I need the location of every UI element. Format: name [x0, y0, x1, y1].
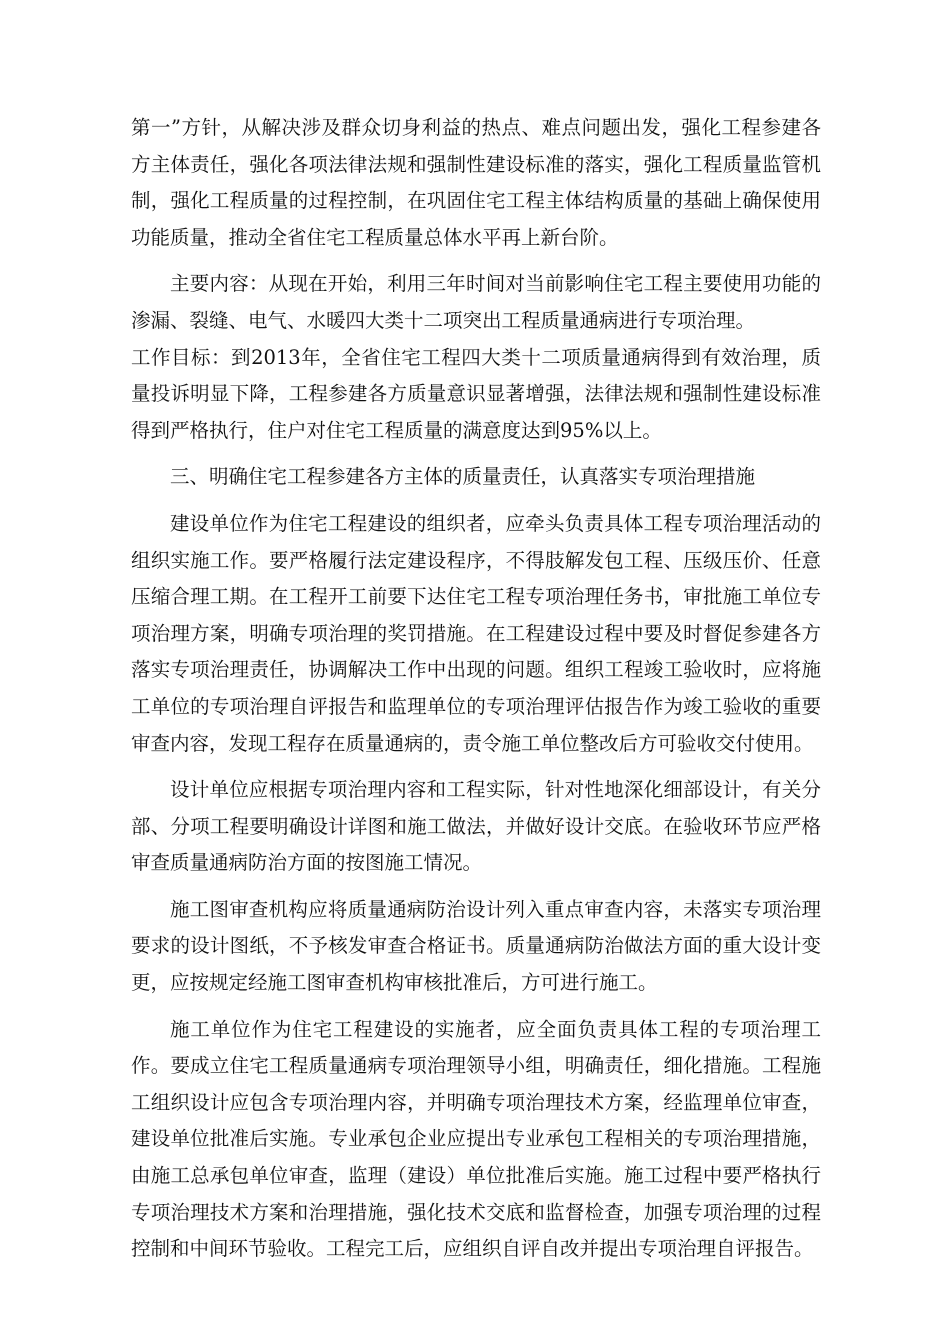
paragraph-main-content: 主要内容：从现在开始，利用三年时间对当前影响住宅工程主要使用功能的渗漏、裂缝、电气、水暖四大类十二项突出工程质量通病进行专项治理。 [131, 272, 821, 332]
paragraph-policy-continuation: 第一”方针，从解决涉及群众切身利益的热点、难点问题出发，强化工程参建各方主体责任，强化各项法律法规和强制性建设标准的落实，强化工程质量监管机制，强化工程质量的过程控制，在巩固住宅工程主体结构质量的基础上确保使用功能质量，推动全省住宅工程质量总体水平再上新台阶。 [131, 116, 821, 249]
paragraph-construction-unit: 建设单位作为住宅工程建设的组织者，应牵头负责具体工程专项治理活动的组织实施工作。要严格履行法定建设程序，不得肢解发包工程、压级压价、任意压缩合理工期。在工程开工前要下达住宅工程专项治理任务书，审批施工单位专项治理方案，明确专项治理的奖罚措施。在工程建设过程中要及时督促参建各方落实专项治理责任，协调解决工作中出现的问题。组织工程竣工验收时，应将施工单位的专项治理自评报告和监理单位的专项治理评估报告作为竣工验收的重要审查内容，发现工程存在质量通病的，责令施工单位整改后方可验收交付使用。 [131, 511, 821, 755]
document-body [131, 110, 821, 1268]
section-heading-3: 三、明确住宅工程参建各方主体的质量责任，认真落实专项治理措施 [170, 465, 756, 489]
paragraph-work-goal: 工作目标：到2013年，全省住宅工程四大类十二项质量通病得到有效治理，质量投诉明显下降，工程参建各方质量意识显著增强，法律法规和强制性建设标准得到严格执行，住户对住宅工程质量的满意度达到95%以上。 [131, 345, 821, 442]
paragraph-design-unit: 设计单位应根据专项治理内容和工程实际，针对性地深化细部设计，有关分部、分项工程要明确设计详图和施工做法，并做好设计交底。在验收环节应严格审查质量通病防治方面的按图施工情况。 [131, 778, 821, 875]
paragraph-contractor: 施工单位作为住宅工程建设的实施者，应全面负责具体工程的专项治理工作。要成立住宅工程质量通病专项治理领导小组，明确责任，细化措施。工程施工组织设计应包含专项治理内容，并明确专项治理技术方案，经监理单位审查，建设单位批准后实施。专业承包企业应提出专业承包工程相关的专项治理措施，由施工总承包单位审查，监理（建设）单位批准后实施。施工过程中要严格执行专项治理技术方案和治理措施，强化技术交底和监督检查，加强专项治理的过程控制和中间环节验收。工程完工后，应组织自评自改并提出专项治理自评报告。 [131, 1017, 821, 1261]
paragraph-drawing-review: 施工图审查机构应将质量通病防治设计列入重点审查内容，未落实专项治理要求的设计图纸，不予核发审查合格证书。质量通病防治做法方面的重大设计变更，应按规定经施工图审查机构审核批准后，方可进行施工。 [131, 897, 821, 995]
